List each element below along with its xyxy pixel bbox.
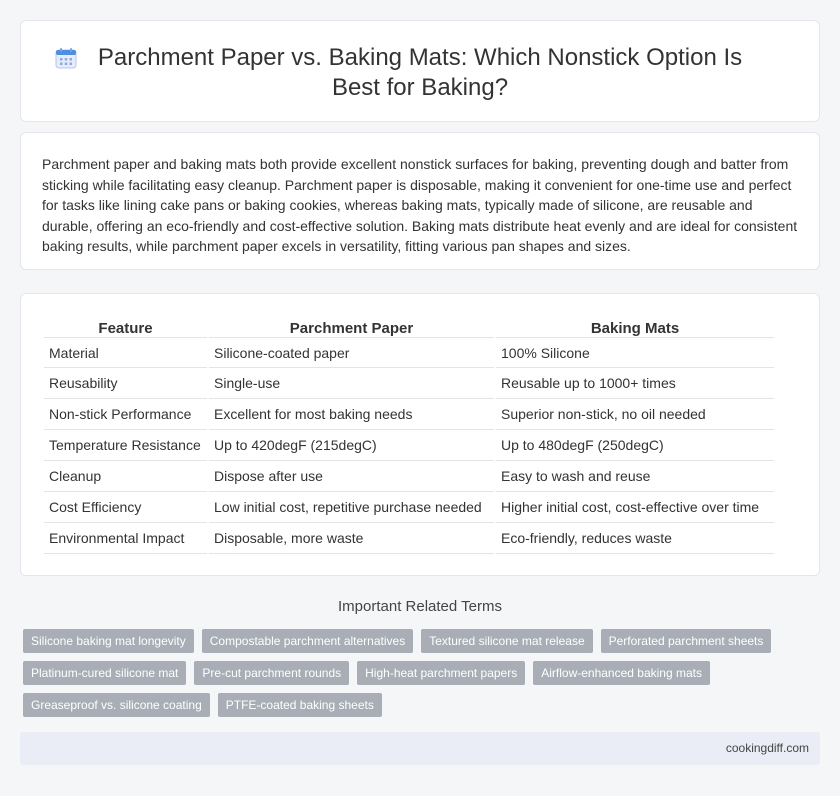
cell-feature: Cleanup <box>44 461 207 492</box>
table-row <box>44 337 774 368</box>
intro-card <box>20 132 820 270</box>
cell-mats: Superior non-stick, no oil needed <box>496 399 774 430</box>
cell-mats: 100% Silicone <box>496 337 774 368</box>
table-row <box>44 492 774 523</box>
related-term-tag[interactable]: Pre-cut parchment rounds <box>194 661 349 685</box>
cell-parchment: Disposable, more waste <box>209 523 494 554</box>
cell-mats: Easy to wash and reuse <box>496 461 774 492</box>
cell-parchment: Up to 420degF (215degC) <box>209 430 494 461</box>
cell-feature: Material <box>44 337 207 368</box>
cell-parchment: Dispose after use <box>209 461 494 492</box>
related-term-tag[interactable]: PTFE-coated baking sheets <box>218 693 382 717</box>
cell-mats: Eco-friendly, reduces waste <box>496 523 774 554</box>
related-term-tag[interactable]: Greaseproof vs. silicone coating <box>23 693 210 717</box>
cell-feature: Reusability <box>44 368 207 399</box>
related-term-tag[interactable]: High-heat parchment papers <box>357 661 525 685</box>
related-term-tag[interactable]: Perforated parchment sheets <box>601 629 772 653</box>
cell-feature: Temperature Resistance <box>44 430 207 461</box>
cell-parchment: Single-use <box>209 368 494 399</box>
related-terms-list <box>23 629 813 717</box>
table-header-row <box>44 316 774 337</box>
table-row <box>44 399 774 430</box>
table-row <box>44 461 774 492</box>
header-baking-mats: Baking Mats <box>590 320 680 337</box>
cell-mats: Up to 480degF (250degC) <box>496 430 774 461</box>
title-card <box>20 20 820 122</box>
table-row <box>44 368 774 399</box>
footer <box>20 732 820 765</box>
cell-feature: Cost Efficiency <box>44 492 207 523</box>
header-feature: Feature <box>98 320 153 337</box>
header-parchment-paper: Parchment Paper <box>289 320 414 337</box>
page-title: Parchment Paper vs. Baking Mats: Which Nonstick Option Is Best for Baking? <box>97 44 743 101</box>
comparison-table <box>42 316 776 554</box>
cell-feature: Environmental Impact <box>44 523 207 554</box>
title-wrap <box>21 43 819 103</box>
related-term-tag[interactable]: Airflow-enhanced baking mats <box>533 661 710 685</box>
table-row <box>44 523 774 554</box>
cell-mats: Higher initial cost, cost-effective over time <box>496 492 774 523</box>
cell-parchment: Silicone-coated paper <box>209 337 494 368</box>
intro-paragraph: Parchment paper and baking mats both provide excellent nonstick surfaces for baking, preventing dough and batter from sticking while facilitating easy cleanup. Parchment paper is disposable, making it convenient for one-time use and perfect for tasks like lining cake pans or baking cookies, whereas baking mats, typically made of silicone, are reusable and durable, offering an eco-friendly and cost-effective solution. Baking mats distribute heat evenly and are ideal for consistent baking results, while parchment paper excels in versatility, fitting various pan shapes and sizes. <box>42 156 798 254</box>
comparison-card <box>20 293 820 576</box>
related-terms-title: Important Related Terms <box>338 598 502 615</box>
cell-parchment: Excellent for most baking needs <box>209 399 494 430</box>
related-term-tag[interactable]: Silicone baking mat longevity <box>23 629 194 653</box>
cell-parchment: Low initial cost, repetitive purchase needed <box>209 492 494 523</box>
related-term-tag[interactable]: Textured silicone mat release <box>421 629 592 653</box>
cell-feature: Non-stick Performance <box>44 399 207 430</box>
footer-site-link[interactable]: cookingdiff.com <box>725 741 809 755</box>
table-row <box>44 430 774 461</box>
related-term-tag[interactable]: Compostable parchment alternatives <box>202 629 413 653</box>
related-term-tag[interactable]: Platinum-cured silicone mat <box>23 661 186 685</box>
cell-mats: Reusable up to 1000+ times <box>496 368 774 399</box>
